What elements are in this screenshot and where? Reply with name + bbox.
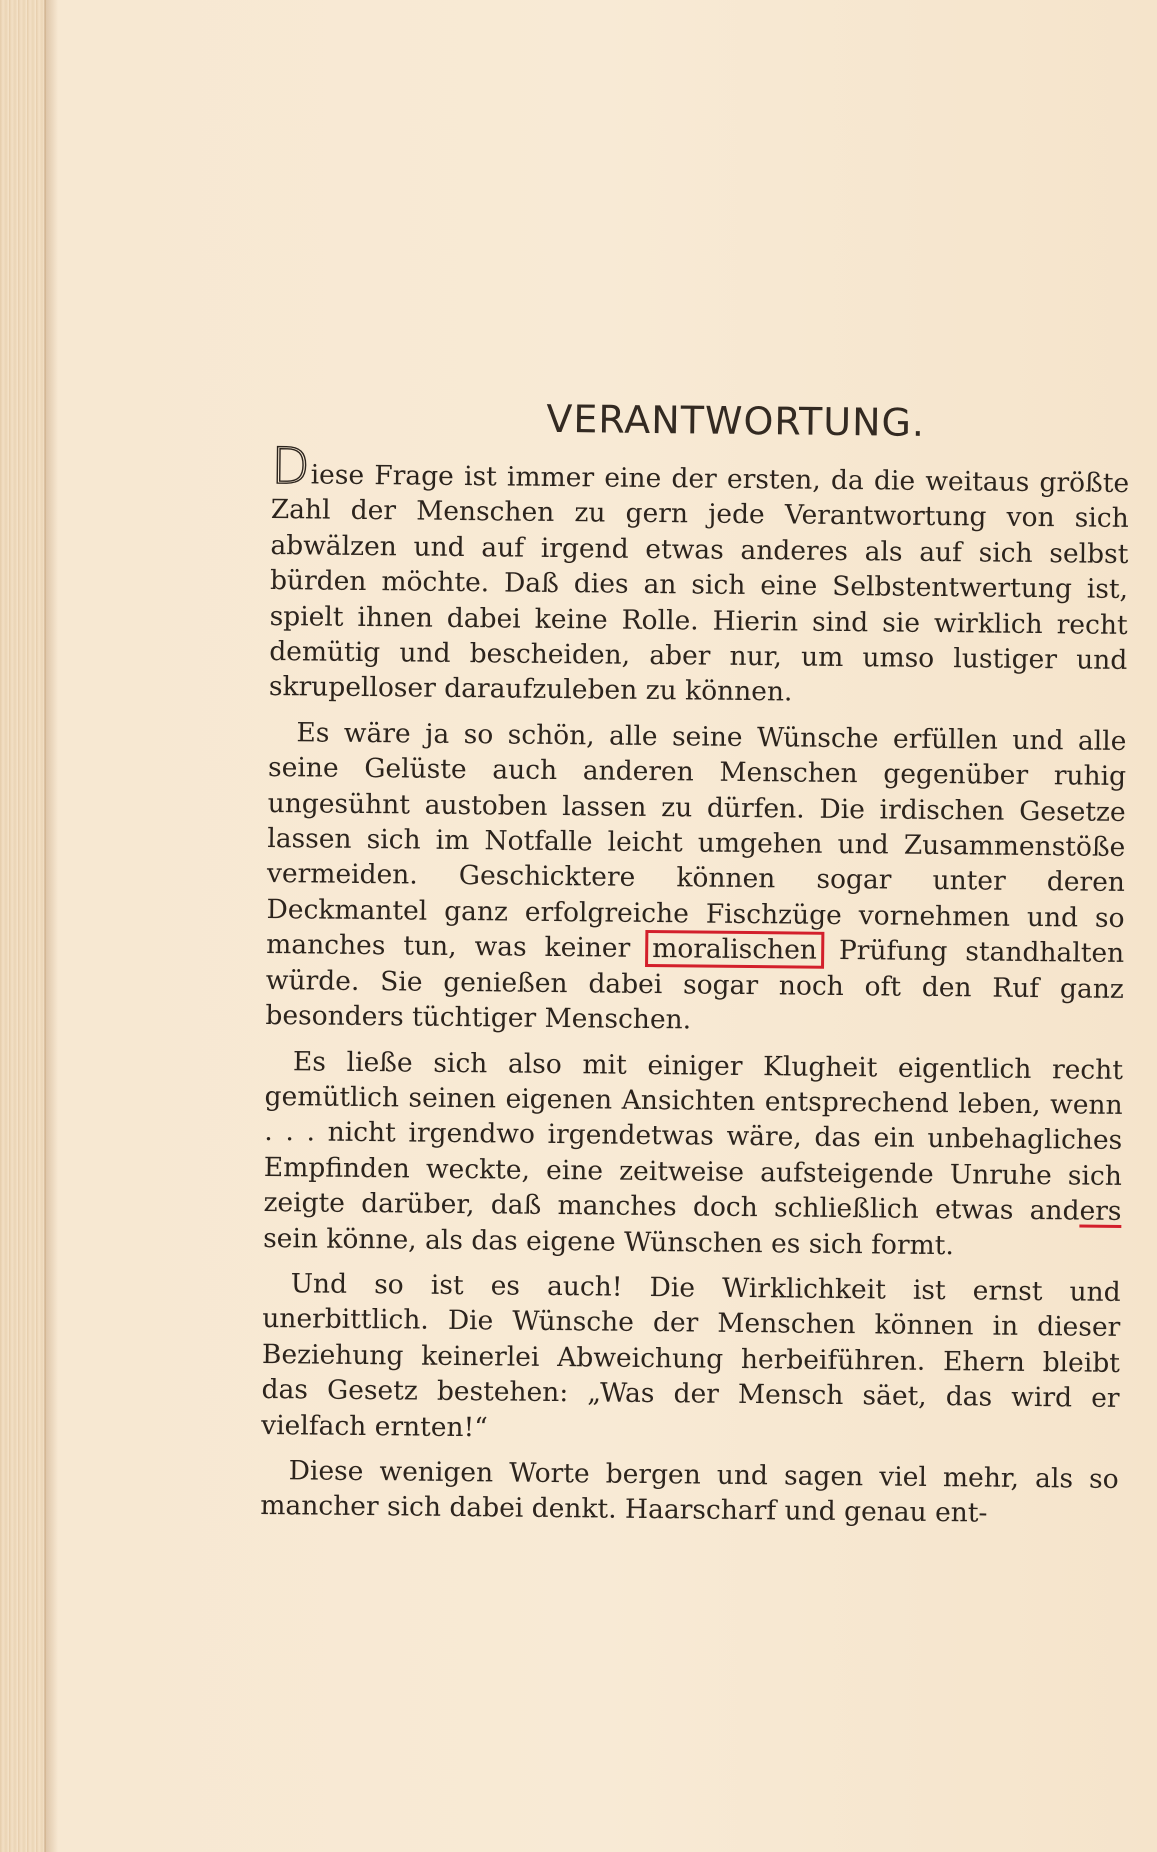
paragraph-5-text: Diese wenigen Worte bergen und sagen viel mehr, als so mancher sich dabei denkt. Haarscharf und genau ent- bbox=[260, 1455, 1119, 1529]
paragraph-3-text-before: Es ließe sich also mit einiger Klugheit eigentlich recht gemütlich seinen eigenen Ansichten entsprechend leben, wenn . . . nicht irgendwo irgendetwas wäre, das ein unbehagliches Empfinden weckte, eine zeitweise aufsteigende Unruhe sich zeigte darüber, daß manches doch schließlich etwas and bbox=[263, 1045, 1124, 1227]
drop-cap: D bbox=[270, 436, 311, 496]
paragraph-1 bbox=[268, 436, 1130, 714]
paragraph-1-text: iese Frage ist immer eine der ersten, da die weitaus größte Zahl der Menschen zu gern jede Verantwortung von sich abwälzen und auf irgend etwas anderes als auf sich selbst bürden möchte. Daß dies an sich eine Selbstentwertung ist, spielt ihnen dabei keine Rolle. Hierin sind sie wirklich recht demütig und bescheiden, aber nur, um umso lustiger und skrupelloser daraufzuleben zu können. bbox=[268, 459, 1130, 708]
paragraph-4 bbox=[261, 1266, 1121, 1452]
paragraph-2-text-before: Es wäre ja so schön, alle seine Wünsche erfüllen und alle seine Gelüste auch anderen Menschen gegenüber ruhig ungesühnt austoben lassen zu dürfen. Die irdischen Gesetze lassen sich im Notfalle leicht umgehen und Zusammenstöße vermeiden. Geschicktere können sogar unter deren Deckmantel ganz erfolgreiche Fischzüge vornehmen und so manches tun, was keiner bbox=[266, 717, 1127, 965]
gutter-shadow bbox=[44, 0, 58, 1852]
paragraph-3 bbox=[263, 1043, 1123, 1264]
paragraph-2 bbox=[265, 715, 1126, 1043]
underline-mark: ers bbox=[1079, 1195, 1122, 1228]
paragraph-5 bbox=[260, 1453, 1119, 1533]
paragraph-2-text-after: Prüfung standhalten würde. Sie genießen dabei sogar noch oft den Ruf ganz besonders tüchtiger Menschen. bbox=[265, 935, 1125, 1036]
paragraph-3-text-after: sein könne, als das eigene Wünschen es sich formt. bbox=[262, 1222, 955, 1261]
stacked-page-edges bbox=[0, 0, 46, 1852]
chapter-title: VERANTWORTUNG. bbox=[546, 396, 926, 445]
highlight-box-word: moralischen bbox=[645, 930, 824, 969]
paragraph-4-text: Und so ist es auch! Die Wirklichkeit ist ernst und unerbittlich. Die Wünsche der Menschen können in dieser Beziehung keinerlei Abweichung herbeiführen. Ehern bleibt das Gesetz bestehen: „Was der Mensch säet, das wird er vielfach ernten!“ bbox=[261, 1268, 1121, 1443]
chapter-body bbox=[260, 394, 1130, 1543]
